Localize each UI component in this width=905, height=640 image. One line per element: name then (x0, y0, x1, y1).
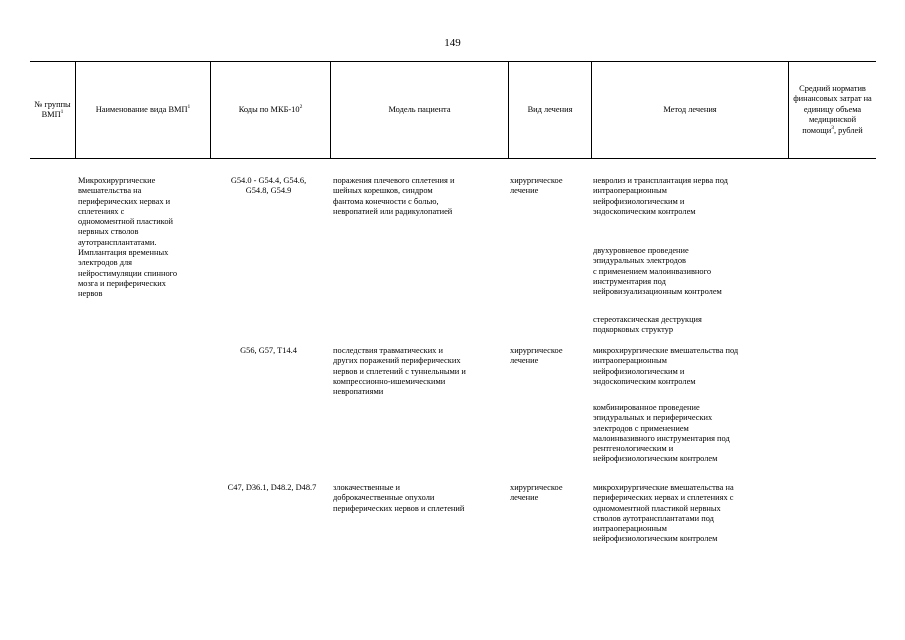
page-number: 149 (444, 37, 461, 49)
row-2-treatment: хирургическое лечение (510, 346, 563, 366)
table-header (30, 61, 876, 159)
row-1-treatment: хирургическое лечение (510, 176, 563, 196)
header-patient-model: Модель пациента (388, 104, 451, 114)
row-3-codes: C47, D36.1, D48.2, D48.7 (227, 483, 317, 492)
header-icd-codes: Коды по МКБ-$10^2$ (238, 103, 303, 114)
row-2-model: последствия травматических и других поражений периферических нервов и сплетений с туннельными и компрессионно-ишемическими невропатиями (333, 346, 466, 397)
row-1-method-3: стереотаксическая деструкция подкорковых структур (593, 315, 702, 335)
row-3-method-1: микрохирургические вмешательства на периферических нервах и сплетениях с одномоментной пластикой нервных стволов аутотрансплантатами под интраоперационным нейрофизиологическим контролем (593, 483, 734, 544)
header-group-number: № группы ВМП$^1$ (34, 99, 71, 119)
row-2-method-2: комбинированное проведение эпидуральных и периферических электродов с применением малоинвазивного инструментария под рентгенологическим и нейрофизиологическим контролем (593, 403, 730, 464)
row-2-method-1: микрохирургические вмешательства под интраоперационным нейрофизиологическим и эндоскопическим контролем (593, 346, 739, 386)
row-1-method-2: двухуровневое проведение эпидуральных электродов с применением малоинвазивного инструментария под нейровизуализационным контролем (593, 246, 722, 297)
row-1-method-1: невролиз и трансплантация нерва под интраоперационным нейрофизиологическим и эндоскопическим контролем (593, 176, 728, 216)
header-treatment-method: Метод лечения (663, 104, 717, 114)
header-average-cost: Средний норматив финансовых затрат на единицу объема медицинской помощи$^3$, рублей (793, 83, 872, 135)
row-1-codes: G54.0 - G54.4, G54.6, G54.8, G54.9 (230, 176, 307, 196)
row-2-codes: G56, G57, T14.4 (240, 346, 297, 355)
row-3-treatment: хирургическое лечение (510, 483, 563, 503)
row-1-model: поражения плечевого сплетения и шейных корешков, синдром фантома конечности с болью, невропатией или радикулопатией (333, 176, 455, 216)
row-3-model: злокачественные и доброкачественные опухоли периферических нервов и сплетений (333, 483, 465, 513)
vmp-name: Микрохирургические вмешательства на периферических нервах и сплетениях с одномоментной пластикой нервных стволов аутотрансплантатами. Имплантация временных электродов для нейростимуляции спинного мозга и периферических нервов (78, 176, 178, 299)
header-treatment-type: Вид лечения (527, 104, 573, 114)
header-vmp-name: Наименование вида ВМП$^1$ (95, 103, 191, 114)
